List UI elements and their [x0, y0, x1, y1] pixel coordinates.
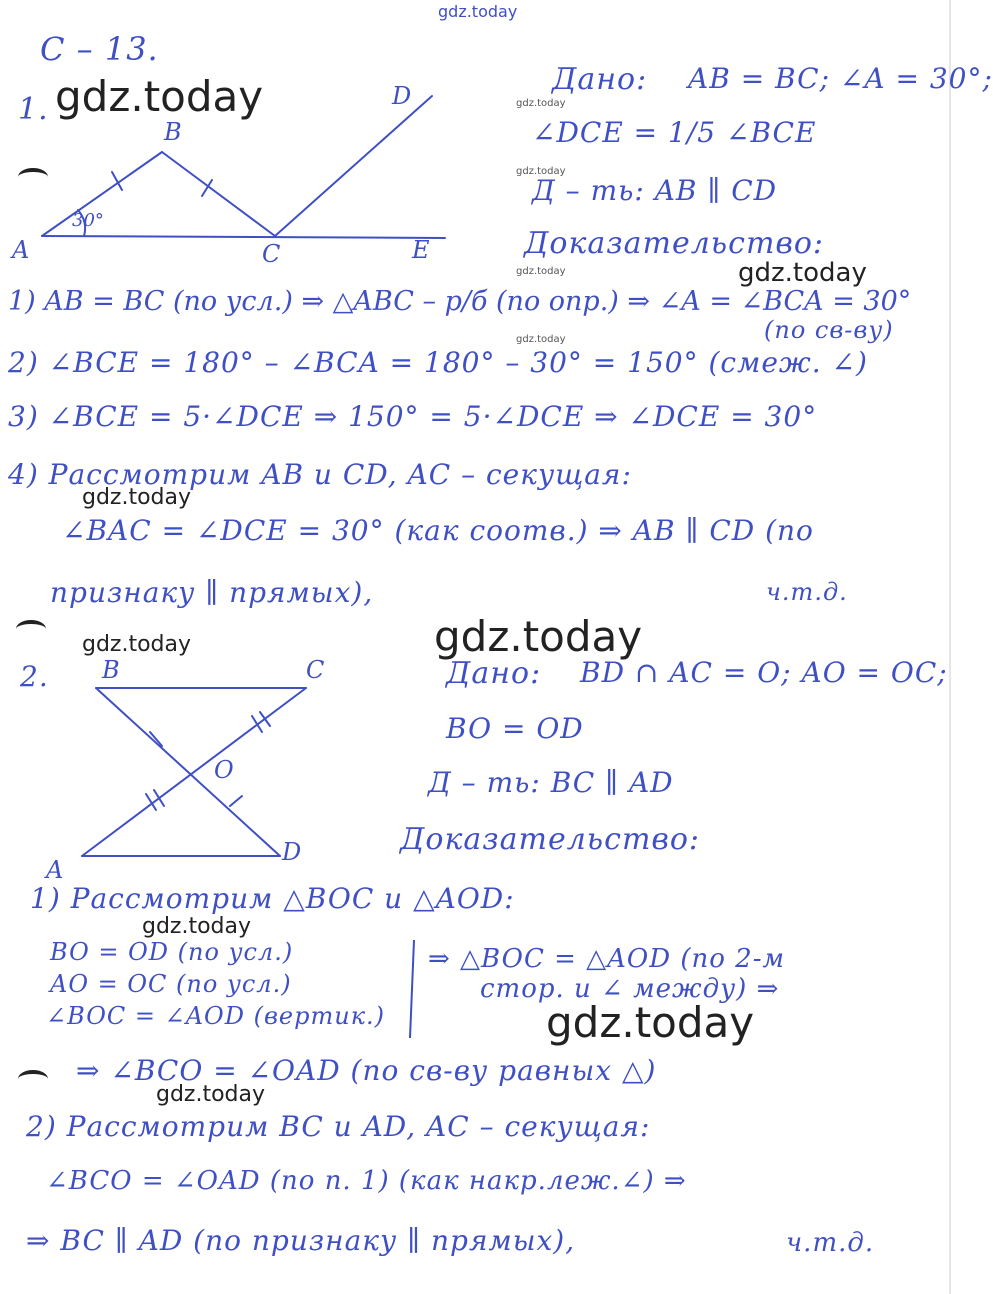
task2-step1-b: AO = OC (по усл.): [50, 970, 292, 998]
task1-number: 1.: [18, 92, 49, 127]
task1-label-a: A: [12, 236, 30, 264]
task2-prove: Д – ть: BC ∥ AD: [428, 766, 674, 799]
task1-qed: ч.т.д.: [766, 578, 848, 606]
task2-label-c: C: [306, 656, 325, 684]
task2-step2-line3: ⇒ BC ∥ AD (по признаку ∥ прямых),: [26, 1224, 576, 1257]
task2-qed: ч.т.д.: [786, 1228, 875, 1258]
watermark-small-1: gdz.today: [516, 98, 566, 109]
task2-label-d: D: [282, 838, 302, 866]
task2-step1-concl1: ⇒ △BOC = △AOD (по 2-м: [428, 944, 786, 974]
task1-step4: 4) Рассмотрим AB и CD, AC – секущая:: [8, 458, 632, 491]
task1-step3: 3) ∠BCE = 5·∠DCE ⇒ 150° = 5·∠DCE ⇒ ∠DCE = 30°: [8, 400, 818, 433]
task1-step2: 2) ∠BCE = 180° – ∠BCA = 180° – 30° = 150° (смеж. ∠): [8, 346, 868, 379]
task2-label-b: B: [102, 656, 120, 684]
watermark-small-3: gdz.today: [516, 266, 566, 277]
task2-proof-title: Доказательство:: [400, 822, 701, 857]
task1-given-label: Дано:: [552, 62, 648, 97]
watermark-big-1: gdz.today: [55, 72, 264, 121]
watermark-mid-3: gdz.today: [82, 632, 192, 657]
watermark-mid-5: gdz.today: [156, 1082, 266, 1107]
task2-step2: 2) Рассмотрим BC и AD, AC – секущая:: [26, 1110, 651, 1143]
watermark-small-2: gdz.today: [516, 166, 566, 177]
task1-given-line1: AB = BC; ∠A = 30°;: [688, 62, 993, 95]
task1-label-d: D: [392, 82, 412, 110]
task1-step1-note: (по св-ву): [764, 316, 894, 344]
task1-given-line2: ∠DCE = 1/5 ∠BCE: [532, 116, 817, 149]
task1-proof-title: Доказательство:: [524, 226, 825, 261]
watermark-small-4: gdz.today: [516, 334, 566, 345]
page-title: С – 13.: [40, 30, 159, 68]
task1-angle-label: 30°: [72, 210, 104, 231]
task2-given-line2: BO = OD: [446, 712, 584, 745]
task2-step2-line2: ∠BCO = ∠OAD (по п. 1) (как накр.леж.∠) ⇒: [46, 1166, 687, 1196]
task1-label-b: B: [164, 118, 182, 146]
task2-given-label: Дано:: [446, 656, 542, 691]
task1-step4-line2: ∠BAC = ∠DCE = 30° (как соотв.) ⇒ AB ∥ CD (по: [62, 514, 814, 547]
task2-step1-c: ∠BOC = ∠AOD (вертик.): [46, 1002, 386, 1030]
task2-step1: 1) Рассмотрим △BOC и △AOD:: [30, 882, 515, 915]
task1-prove: Д – ть: AB ∥ CD: [532, 174, 778, 207]
task2-step1-concl2: стор. и ∠ между) ⇒: [480, 974, 780, 1004]
task1-label-e: E: [412, 236, 430, 264]
task2-label-a: A: [46, 856, 64, 884]
task2-number: 2.: [20, 660, 49, 693]
watermark-big-3: gdz.today: [546, 998, 755, 1047]
watermark-mid-4: gdz.today: [142, 914, 252, 939]
task1-step1: 1) AB = BC (по усл.) ⇒ △ABC – р/б (по опр.) ⇒ ∠A = ∠BCA = 30°: [8, 286, 912, 317]
task2-step1-concl3: ⇒ ∠BCO = ∠OAD (по св-ву равных △): [76, 1054, 657, 1087]
task2-given-line1: BD ∩ AC = O; AO = OC;: [580, 656, 948, 689]
task1-step4-line3: признаку ∥ прямых),: [50, 576, 374, 609]
task1-label-c: C: [262, 240, 281, 268]
task2-label-o: O: [214, 756, 234, 784]
watermark-mid-2: gdz.today: [82, 485, 192, 510]
task2-step1-a: BO = OD (по усл.): [50, 938, 294, 966]
watermark-top: gdz.today: [438, 2, 518, 21]
watermark-mid-1: gdz.today: [738, 258, 867, 288]
watermark-big-2: gdz.today: [434, 612, 643, 661]
